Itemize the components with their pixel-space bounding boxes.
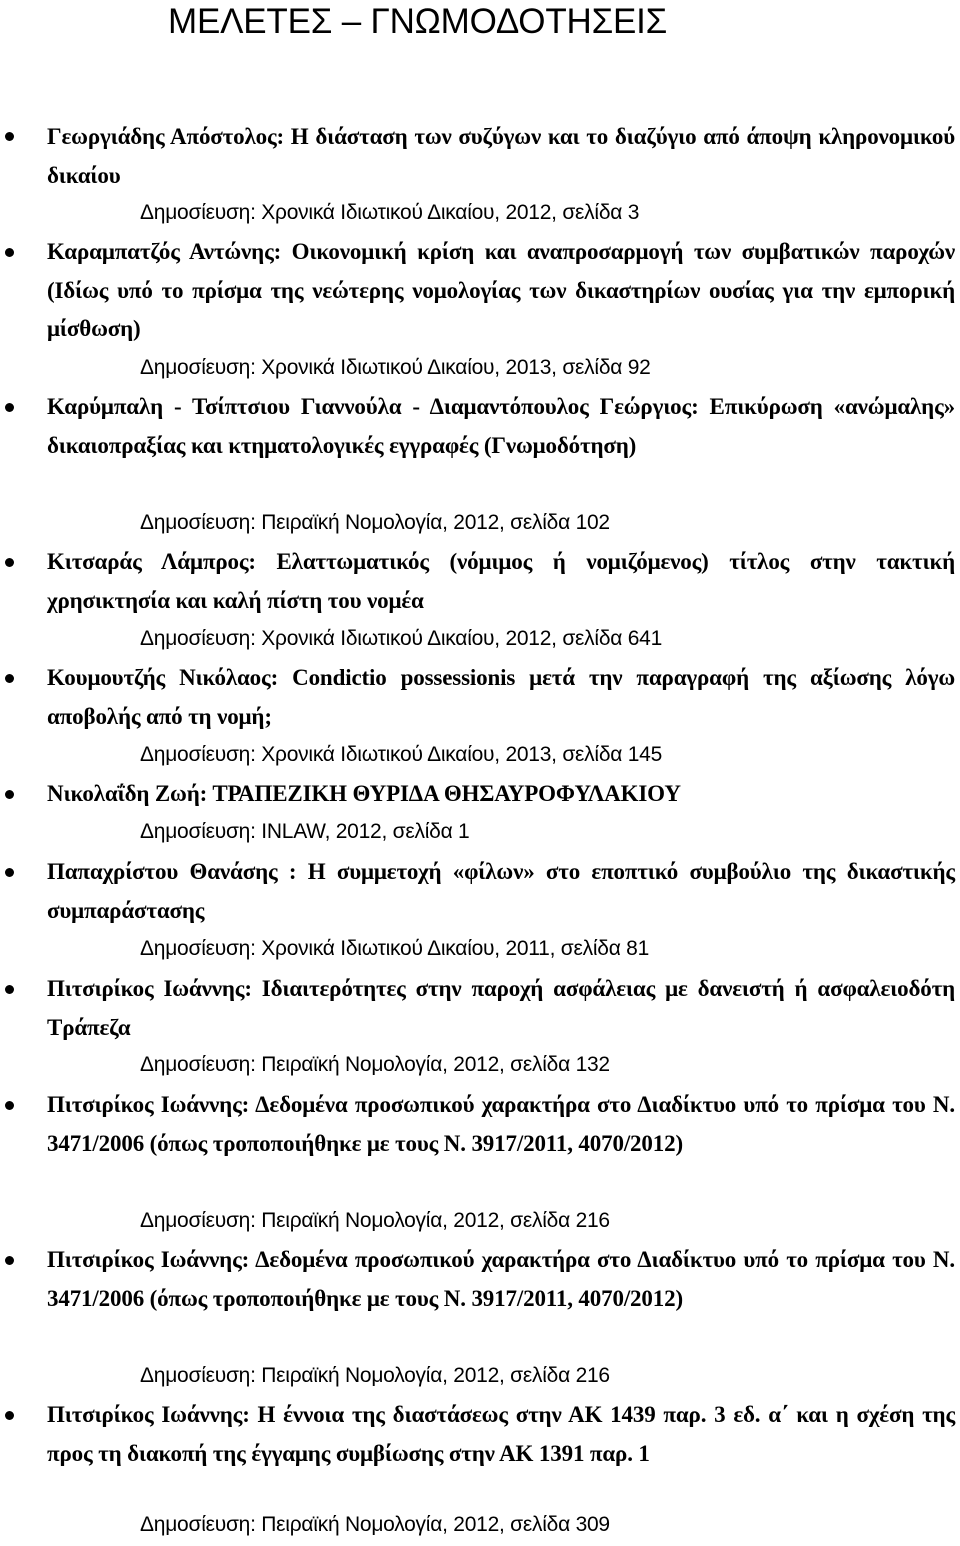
bullet-icon bbox=[5, 790, 14, 799]
entry-publication: Δημοσίευση: Πειραϊκή Νομολογία, 2012, σελίδα 132 bbox=[140, 1053, 610, 1076]
bullet-icon bbox=[5, 1101, 14, 1110]
entry-heading: Νικολαΐδη Ζωή: ΤΡΑΠΕΖΙΚΗ ΘΥΡΙΔΑ ΘΗΣΑΥΡΟΦΥΛΑΚΙΟΥ bbox=[47, 781, 681, 806]
bullet-icon bbox=[5, 403, 14, 412]
entry-publication: Δημοσίευση: Πειραϊκή Νομολογία, 2012, σελίδα 102 bbox=[140, 511, 610, 534]
entry-heading: Πιτσιρίκος Ιωάννης: Δεδομένα προσωπικού χαρακτήρα στο Διαδίκτυο υπό το πρίσμα του Ν. 3471/2006 (όπως τροποποιήθηκε με τους Ν. 3917/2011, 4070/2012) bbox=[47, 1247, 955, 1311]
entry-publication: Δημοσίευση: Χρονικά Ιδιωτικού Δικαίου, 2013, σελίδα 145 bbox=[140, 743, 663, 766]
entry-publication: Δημοσίευση: Χρονικά Ιδιωτικού Δικαίου, 2013, σελίδα 92 bbox=[140, 356, 651, 379]
entry-heading: Παπαχρίστου Θανάσης : Η συμμετοχή «φίλων» στο εποπτικό συμβούλιο της δικαστικής συμπαράστασης bbox=[47, 859, 955, 923]
entry-heading: Γεωργιάδης Απόστολος: Η διάσταση των συζύγων και το διαζύγιο από άποψη κληρονομικού δικαίου bbox=[47, 124, 955, 188]
entry-publication: Δημοσίευση: Χρονικά Ιδιωτικού Δικαίου, 2012, σελίδα 3 bbox=[140, 201, 640, 224]
bullet-icon bbox=[5, 248, 14, 257]
bullet-icon bbox=[5, 558, 14, 567]
entry-heading: Κουμουτζής Νικόλαος: Condictio possessionis μετά την παραγραφή της αξίωσης λόγω αποβολής από τη νομή; bbox=[47, 665, 955, 729]
bullet-icon bbox=[5, 674, 14, 683]
entry-heading: Πιτσιρίκος Ιωάννης: Δεδομένα προσωπικού χαρακτήρα στο Διαδίκτυο υπό το πρίσμα του Ν. 3471/2006 (όπως τροποποιήθηκε με τους Ν. 3917/2011, 4070/2012) bbox=[47, 1092, 955, 1156]
page-title: ΜΕΛΕΤΕΣ – ΓΝΩΜΟΔΟΤΗΣΕΙΣ bbox=[168, 2, 668, 41]
entry-heading: Κιτσαράς Λάμπρος: Ελαττωματικός (νόμιμος ή νομιζόμενος) τίτλος στην τακτική χρησικτησία και καλή πίστη του νομέα bbox=[47, 549, 955, 613]
entry-heading: Καραμπατζός Αντώνης: Οικονομική κρίση και αναπροσαρμογή των συμβατικών παροχών (Ιδίως υπό το πρίσμα της νεώτερης νομολογίας των δικαστηρίων ουσίας για την εμπορική μίσθωση) bbox=[47, 239, 955, 342]
bullet-icon bbox=[5, 132, 14, 141]
bullet-icon bbox=[5, 1411, 14, 1420]
entry-publication: Δημοσίευση: Πειραϊκή Νομολογία, 2012, σελίδα 216 bbox=[140, 1209, 610, 1232]
entry-publication: Δημοσίευση: Χρονικά Ιδιωτικού Δικαίου, 2011, σελίδα 81 bbox=[140, 937, 650, 960]
entry-publication: Δημοσίευση: Πειραϊκή Νομολογία, 2012, σελίδα 216 bbox=[140, 1364, 610, 1387]
bullet-icon bbox=[5, 868, 14, 877]
entry-publication: Δημοσίευση: Χρονικά Ιδιωτικού Δικαίου, 2012, σελίδα 641 bbox=[140, 627, 663, 650]
entry-publication: Δημοσίευση: Πειραϊκή Νομολογία, 2012, σελίδα 309 bbox=[140, 1513, 610, 1536]
entry-heading: Πιτσιρίκος Ιωάννης: Ιδιαιτερότητες στην παροχή ασφάλειας με δανειστή ή ασφαλειοδότη Τράπεζα bbox=[47, 976, 955, 1040]
bullet-icon bbox=[5, 985, 14, 994]
entry-heading: Πιτσιρίκος Ιωάννης: Η έννοια της διαστάσεως στην ΑΚ 1439 παρ. 3 εδ. α΄ και η σχέση της προς τη διακοπή της έγγαμης συμβίωσης στην ΑΚ 1391 παρ. 1 bbox=[47, 1402, 955, 1466]
entry-heading: Καρύμπαλη - Τσίπτσιου Γιαννούλα - Διαμαντόπουλος Γεώργιος: Επικύρωση «ανώμαλης» δικαιοπραξίας και κτηματολογικές εγγραφές (Γνωμοδότηση) bbox=[47, 394, 955, 458]
bullet-icon bbox=[5, 1256, 14, 1265]
entry-publication: Δημοσίευση: INLAW, 2012, σελίδα 1 bbox=[140, 820, 470, 843]
